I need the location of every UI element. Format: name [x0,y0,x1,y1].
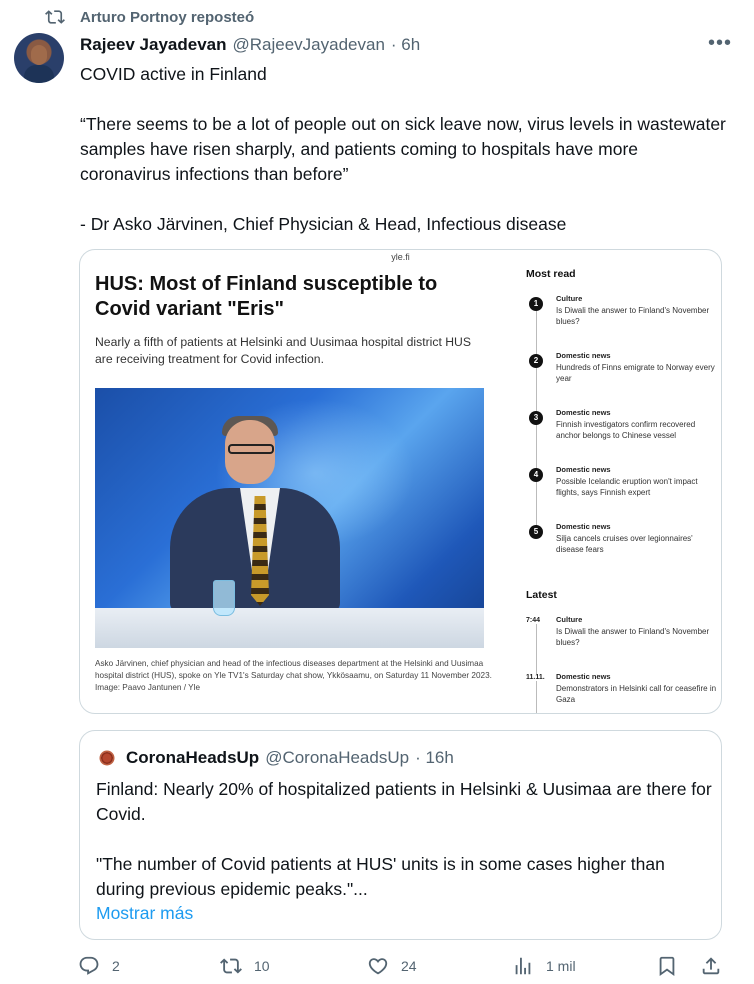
action-bar [78,955,728,984]
latest-item: 7:44 Culture Is Diwali the answer to Finland's November blues? [526,615,710,647]
most-read-item: 5 Domestic news Silja cancels cruises over legionnaires' disease fears [526,522,721,577]
views-button[interactable] [512,955,576,977]
latest-list [526,615,721,714]
heart-icon [367,955,389,977]
latest-item: 11.11. Domestic news Demonstrators in Helsinki call for ceasefire in Gaza [526,672,717,704]
quoted-time: · 16h [415,748,454,767]
card-site: yle.fi [391,252,410,262]
card-lede: Nearly a fifth of patients at Helsinki and Uusimaa hospital district HUS are receiving treatment for Covid infection. [95,335,471,366]
most-read-item: 1 Culture Is Diwali the answer to Finland's November blues? [526,294,721,349]
most-read-item: 3 Domestic news Finnish investigators confirm recovered anchor belongs to Chinese vessel [526,408,721,463]
quoted-avatar [96,747,118,769]
reply-icon [78,955,100,977]
bookmark-icon [656,955,678,977]
card-sidebar [526,268,721,714]
repost-indicator[interactable] [44,6,254,28]
card-headline: HUS: Most of Finland susceptible to Covid variant "Eris" [95,273,438,320]
most-read-heading: Most read [526,268,576,280]
article-photo [95,388,484,648]
repost-count: 10 [254,958,270,974]
reply-count: 2 [112,958,120,974]
views-icon [512,955,534,977]
more-icon[interactable]: ••• [707,32,732,54]
show-more-link[interactable]: Mostrar más [96,903,194,923]
repost-icon [220,955,242,977]
tweet-header [80,34,734,56]
reply-button[interactable] [78,955,120,977]
author-name[interactable]: Rajeev Jayadevan [80,35,227,54]
quoted-text: Finland: Nearly 20% of hospitalized patients in Helsinki & Uusimaa are there for Covid. "The number of Covid patients at HUS' units is in some cases higher than during previous epidemic peaks."... [96,779,712,899]
most-read-item: 4 Domestic news Possible Icelandic eruption won't impact flights, says Finnish expert [526,465,721,520]
bookmark-button[interactable] [656,955,678,977]
quoted-tweet[interactable] [79,730,722,940]
like-count: 24 [401,958,417,974]
quoted-header [96,747,454,769]
share-icon [700,955,722,977]
quoted-author-handle: @CoronaHeadsUp [265,748,410,767]
share-button[interactable] [700,955,722,977]
author-avatar[interactable] [14,33,64,83]
most-read-item: 2 Domestic news Hundreds of Finns emigrate to Norway every year [526,351,721,406]
quoted-author-name: CoronaHeadsUp [126,748,260,767]
author-handle[interactable]: @RajeevJayadevan [232,35,385,54]
most-read-list [526,294,721,577]
media-card[interactable] [79,249,722,714]
photo-caption: Asko Järvinen, chief physician and head of the infectious diseases department at the Helsinki and Uusimaa hospital district (HUS), spoke on Yle TV1's Saturday chat show, Ykkösaamu, on Saturday 11 November 2023. Image: Paavo Jantunen / Yle [95,659,492,692]
repost-button[interactable] [220,955,270,977]
like-button[interactable] [367,955,417,977]
tweet-text: COVID active in Finland “There seems to be a lot of people out on sick leave now, virus levels in wastewater samples have risen sharply, and patients coming to hospitals have more coronavirus infections than before” - Dr Asko Järvinen, Chief Physician & Head, Infectious disease [80,64,726,234]
repost-text: Arturo Portnoy reposteó [80,8,255,26]
views-count: 1 mil [546,958,576,974]
tweet-time[interactable]: · 6h [390,35,421,54]
latest-heading: Latest [526,589,557,601]
repost-icon [44,6,66,28]
